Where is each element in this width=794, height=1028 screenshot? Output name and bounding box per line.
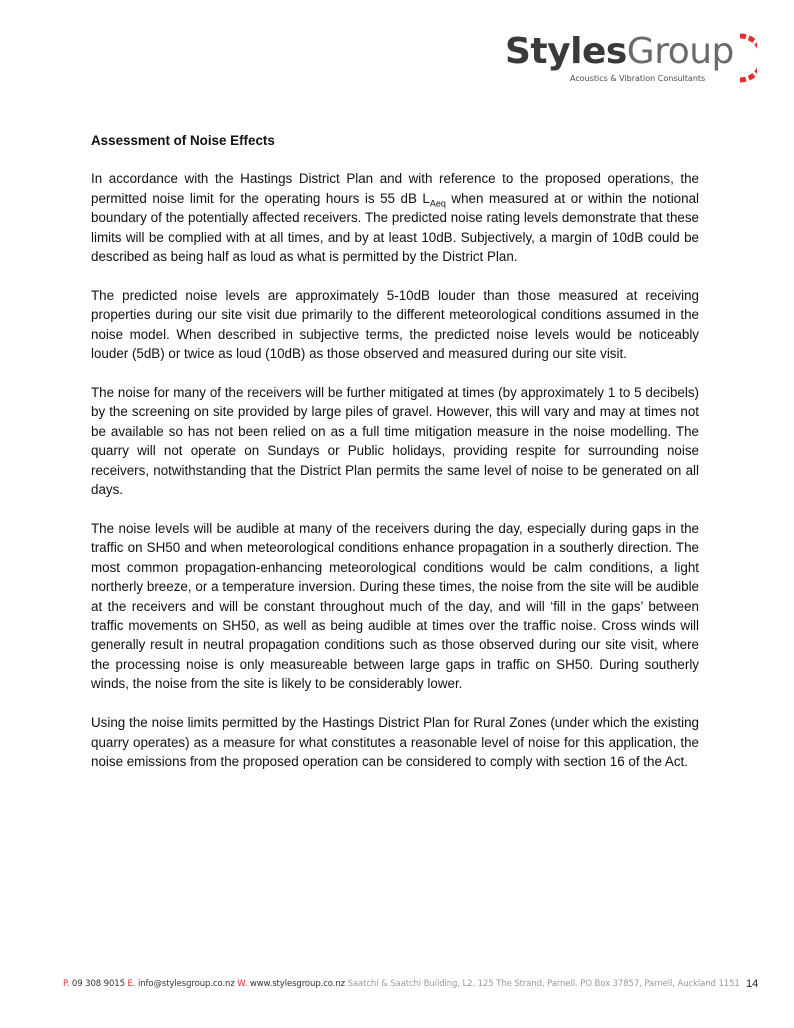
page-footer: [63, 979, 740, 989]
email-key: E.: [127, 979, 136, 989]
paragraph-2: The predicted noise levels are approximately 5-10dB louder than those measured at receiving properties during our site visit due primarily to the different meteorological conditions assumed in the noise model. When described in subjective terms, the predicted noise levels would be noticeably louder (5dB) or twice as loud (10dB) as those observed and measured during our site visit.: [91, 287, 699, 362]
phone-number: 09 308 9015: [69, 979, 128, 989]
logo-tagline: Acoustics & Vibration Consultants: [570, 74, 706, 83]
paragraph-5: Using the noise limits permitted by the Hastings District Plan for Rural Zones (under which the existing quarry operates) as a measure for what constitutes a reasonable level of noise for this application, the noise emissions from the proposed operation can be considered to comply with section 16 of the Act.: [91, 715, 699, 769]
paragraph-1-part-b: when measured at or within the notional boundary of the potentially affected receivers. The predicted noise rating levels demonstrate that these limits will be complied with at all times, and by at least 10dB. Subjectively, a margin of 10dB could be described as being half as loud as what is permitted by the District Plan.: [91, 190, 699, 265]
web-key: W.: [237, 979, 248, 989]
page-number: 14: [746, 978, 759, 990]
company-logo: [505, 30, 760, 90]
email-address[interactable]: info@stylesgroup.co.nz: [135, 979, 238, 989]
section-heading: Assessment of Noise Effects: [91, 133, 275, 148]
postal-address: Saatchi & Saatchi Building, L2, 125 The Strand, Parnell. PO Box 37857, Parnell, Auckland 1151: [347, 979, 740, 989]
paragraph-1-part-a: In accordance with the Hastings District Plan and with reference to the proposed operations, the permitted noise limit for the operating hours is 55 dB L: [91, 171, 699, 206]
paragraph-4: The noise levels will be audible at many of the receivers during the day, especially during gaps in the traffic on SH50 and when meteorological conditions enhance propagation in a southerly direction. The most common propagation-enhancing meteorological conditions would be calm conditions, a light northerly breeze, or a temperature inversion. During these times, the noise from the site will be audible at the receivers and will be constant throughout much of the day, and will ‘fill in the gaps’ between traffic movements on SH50, as well as being audible at times over the traffic noise. Cross winds will generally result in neutral propagation conditions such as those observed during our site visit, where the processing noise is only measureable between large gaps in traffic on SH50. During southerly winds, the noise from the site is likely to be considerably lower.: [91, 521, 699, 692]
laeq-subscript: Aeq: [429, 198, 446, 209]
phone-key: P.: [63, 979, 70, 989]
paragraph-1: [91, 169, 699, 266]
website[interactable]: www.stylesgroup.co.nz: [247, 979, 348, 989]
logo-word-styles: Styles: [505, 31, 627, 72]
logo-arc-icon: [737, 32, 757, 84]
logo-wordmark: [505, 32, 734, 72]
document-body: [91, 131, 699, 791]
logo-word-group: Group: [626, 31, 734, 72]
paragraph-3: The noise for many of the receivers will be further mitigated at times (by approximately 1 to 5 decibels) by the screening on site provided by large piles of gravel. However, this will vary and may at times not be available so has not been relied on as a full time mitigation measure in the noise modelling. The quarry will not operate on Sundays or Public holidays, providing respite for surrounding noise receivers, notwithstanding that the District Plan permits the same level of noise to be generated on all days.: [91, 385, 699, 498]
